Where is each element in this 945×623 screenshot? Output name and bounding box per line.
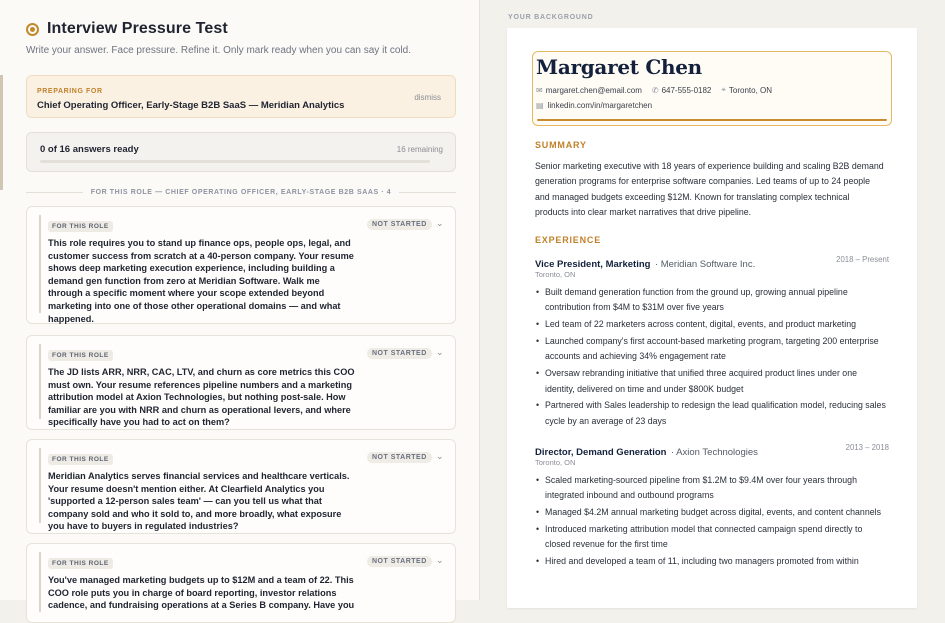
job-location: Toronto, ON xyxy=(535,270,576,279)
job-title: Director, Demand Generation xyxy=(535,447,667,458)
progress-bar xyxy=(40,160,430,163)
app-subtitle: Write your answer. Face pressure. Refine it. Only mark ready when you can say it cold. xyxy=(26,45,411,56)
email: margaret.chen@email.com xyxy=(545,85,642,95)
status-badge: NOT STARTED xyxy=(367,556,432,567)
list-item: • Launched company's first account-based marketing program, targeting 200 enterprise accounts and achieving 34% engagement rate xyxy=(535,334,889,365)
question-tag: FOR THIS ROLE xyxy=(48,558,113,569)
list-item: • Led team of 22 marketers across content, digital, events, and product marketing xyxy=(535,317,889,332)
linkedin-icon: ▤ xyxy=(536,101,544,110)
location: Toronto, ON xyxy=(728,85,773,95)
job-title: Vice President, Marketing xyxy=(535,259,651,270)
job-entry xyxy=(535,442,889,571)
divider-line xyxy=(26,192,83,193)
list-item: • Built demand generation function from the ground up, growing annual pipeline contribution from $4M to $31M over five years xyxy=(535,285,889,316)
target-role: Chief Operating Officer, Early-Stage B2B SaaS — Meridian Analytics xyxy=(37,100,345,111)
divider-line xyxy=(399,192,456,193)
app-header xyxy=(26,20,228,38)
question-card[interactable] xyxy=(26,439,456,534)
dismiss-button[interactable]: dismiss xyxy=(414,93,441,102)
resume-document xyxy=(507,28,917,608)
list-item: • Hired and developed a team of 11, including two managers promoted from within xyxy=(535,554,889,569)
list-item: • Scaled marketing-sourced pipeline from $1.2M to $9.4M over four years through integrated inbound and outbound programs xyxy=(535,473,889,504)
question-tag: FOR THIS ROLE xyxy=(48,221,113,232)
job-location: Toronto, ON xyxy=(535,458,576,467)
job-company: · Meridian Software Inc. xyxy=(654,259,756,270)
question-card[interactable] xyxy=(26,335,456,430)
phone: 647-555-0182 xyxy=(661,85,712,95)
list-item: • Introduced marketing attribution model that connected campaign spend directly to closed revenue for the first time xyxy=(535,522,889,553)
chevron-down-icon[interactable]: ⌄ xyxy=(436,218,444,228)
job-dates: 2018 – Present xyxy=(836,255,889,264)
list-item: • Partnered with Sales leadership to redesign the lead qualification model, reducing sales cycle by an average of 23 days xyxy=(535,398,889,429)
status-badge: NOT STARTED xyxy=(367,348,432,359)
location-pin-icon: ⌖ xyxy=(721,85,726,94)
panel-edge-accent xyxy=(0,75,3,190)
linkedin-url: linkedin.com/in/margaretchen xyxy=(547,101,653,110)
question-body xyxy=(39,215,355,324)
summary-text: Senior marketing executive with 18 years of experience building and scaling B2B demand generation programs for enterprise software companies. Led teams of up to 24 people and managed budgets exceeding $12M. Known for translating complex technical products into clear market narratives that drive pipeline. xyxy=(535,161,884,217)
preparing-for-label: PREPARING FOR xyxy=(37,88,103,95)
question-body xyxy=(39,448,355,532)
question-tag: FOR THIS ROLE xyxy=(48,350,113,361)
progress-card xyxy=(26,132,456,172)
job-bullets xyxy=(535,473,889,570)
mail-icon: ✉ xyxy=(536,85,543,95)
job-bullets xyxy=(535,285,889,429)
progress-text: 0 of 16 answers ready xyxy=(40,144,139,155)
contact-row xyxy=(536,85,772,95)
job-dates: 2013 – 2018 xyxy=(845,443,889,452)
list-item: • Managed $4.2M annual marketing budget across digital, events, and content channels xyxy=(535,505,889,520)
resume-header[interactable] xyxy=(532,51,892,126)
question-tag: FOR THIS ROLE xyxy=(48,454,113,465)
linkedin-row xyxy=(536,101,652,110)
question-text: Meridian Analytics serves financial services and healthcare verticals. Your resume doesn't mention either. At Clearfield Analytics you 'supported a 12-person sales team' — can you tell us what that company sold and who it sold to, and more broadly, what exposure you have to buyers in regulated industries? xyxy=(48,471,350,532)
interview-panel xyxy=(0,0,480,611)
question-card[interactable] xyxy=(26,543,456,623)
question-text: This role requires you to stand up finance ops, people ops, legal, and customer success from scratch at a 40-person company. Your resume shows deep marketing execution experience, including building a demand gen function from zero at Meridian Software. Walk me through a specific moment where your scope extended beyond marketing into one of those other operational domains — and what happened. xyxy=(48,238,354,324)
remaining-count: 16 remaining xyxy=(396,145,443,154)
summary-heading: SUMMARY xyxy=(535,140,587,150)
question-body xyxy=(39,344,355,428)
status-badge: NOT STARTED xyxy=(367,219,432,230)
chevron-down-icon[interactable]: ⌄ xyxy=(436,555,444,565)
target-icon xyxy=(26,23,39,36)
section-header xyxy=(26,189,456,196)
candidate-name: Margaret Chen xyxy=(536,55,702,79)
preparing-for-card xyxy=(26,75,456,118)
list-item: • Oversaw rebranding initiative that unified three acquired product lines under one identity, delivered on time and under $800K budget xyxy=(535,366,889,397)
chevron-down-icon[interactable]: ⌄ xyxy=(436,451,444,461)
question-body xyxy=(39,552,355,612)
chevron-down-icon[interactable]: ⌄ xyxy=(436,347,444,357)
phone-icon: ✆ xyxy=(651,85,659,95)
question-card[interactable] xyxy=(26,206,456,324)
job-entry xyxy=(535,254,889,431)
job-company: · Axion Technologies xyxy=(670,447,758,458)
section-title: FOR THIS ROLE — CHIEF OPERATING OFFICER, EARLY-STAGE B2B SAAS · 4 xyxy=(90,189,392,196)
status-badge: NOT STARTED xyxy=(367,452,432,463)
question-text: You've managed marketing budgets up to $12M and a team of 22. This COO role puts you in charge of board reporting, investor relations cadence, and fundraising operations at a Series B company. Have you xyxy=(48,575,355,611)
experience-heading: EXPERIENCE xyxy=(535,235,602,245)
question-text: The JD lists ARR, NRR, CAC, LTV, and churn as core metrics this COO must own. Your resume references pipeline numbers and a marketing attribution model at Axion Technologies, but nothing post-sale. How familiar are you with NRR and churn as operational levers, and where specifically have you had to act on them? xyxy=(48,367,355,428)
app-title: Interview Pressure Test xyxy=(47,20,228,37)
header-underline xyxy=(537,119,887,121)
background-section-label: YOUR BACKGROUND xyxy=(508,14,594,21)
